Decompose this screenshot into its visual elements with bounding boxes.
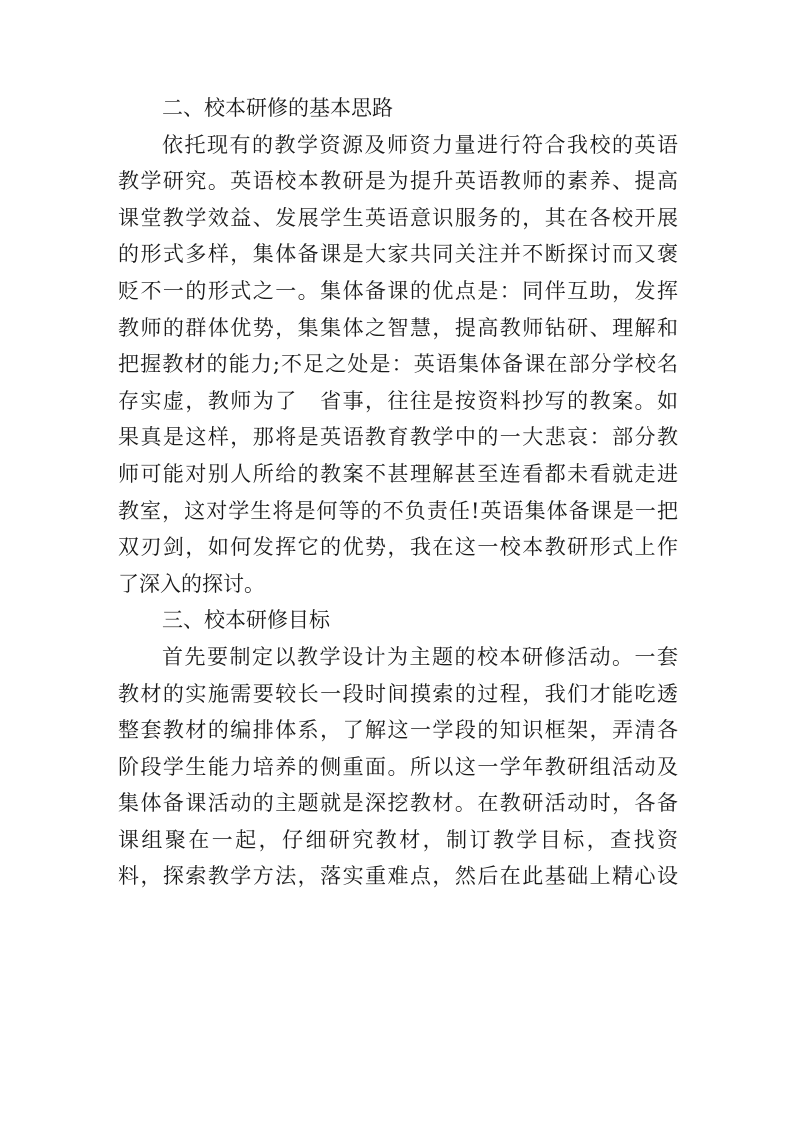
paragraph-line: 课堂教学效益、发展学生英语意识服务的，其在各校开展 [118,205,678,230]
paragraph-line: 课组聚在一起，仔细研究教材，制订教学目标，查找资 [118,827,678,852]
section-heading: 三、校本研修目标 [162,608,330,633]
paragraph-line: 双刃剑，如何发挥它的优势，我在这一校本教研形式上作 [118,535,678,560]
section-heading: 二、校本研修的基本思路 [162,96,393,120]
paragraph-line: 把握教材的能力;不足之处是：英语集体备课在部分学校名 [118,352,678,377]
paragraph-line: 教师的群体优势，集集体之智慧，提高教师钻研、理解和 [118,315,678,340]
paragraph-line: 教室，这对学生将是何等的不负责任!英语集体备课是一把 [118,498,678,523]
paragraph-line: 教学研究。英语校本教研是为提升英语教师的素养、提高 [118,169,678,194]
paragraph-line: 料，探索教学方法，落实重难点，然后在此基础上精心设 [118,864,678,889]
paragraph-line: 整套教材的编排体系，了解这一学段的知识框架，弄清各 [118,718,678,743]
paragraph-line: 师可能对别人所给的教案不甚理解甚至连看都未看就走进 [118,461,678,486]
paragraph-line: 果真是这样，那将是英语教育教学中的一大悲哀：部分教 [118,425,678,450]
paragraph-line: 教材的实施需要较长一段时间摸索的过程，我们才能吃透 [118,681,678,706]
paragraph-line: 集体备课活动的主题就是深挖教材。在教研活动时，各备 [118,791,678,816]
paragraph-line: 了深入的探讨。 [118,571,265,596]
paragraph-line: 的形式多样，集体备课是大家共同关注并不断探讨而又褒 [118,242,678,267]
paragraph-line: 存实虚，教师为了 省事，往往是按资料抄写的教案。如 [118,388,678,413]
paragraph-line: 贬不一的形式之一。集体备课的优点是：同伴互助，发挥 [118,278,678,303]
paragraph-line: 依托现有的教学资源及师资力量进行符合我校的英语 [162,132,678,157]
paragraph-line: 阶段学生能力培养的侧重面。所以这一学年教研组活动及 [118,754,678,779]
paragraph-line: 首先要制定以教学设计为主题的校本研修活动。一套 [162,644,678,669]
document-body [118,90,678,895]
